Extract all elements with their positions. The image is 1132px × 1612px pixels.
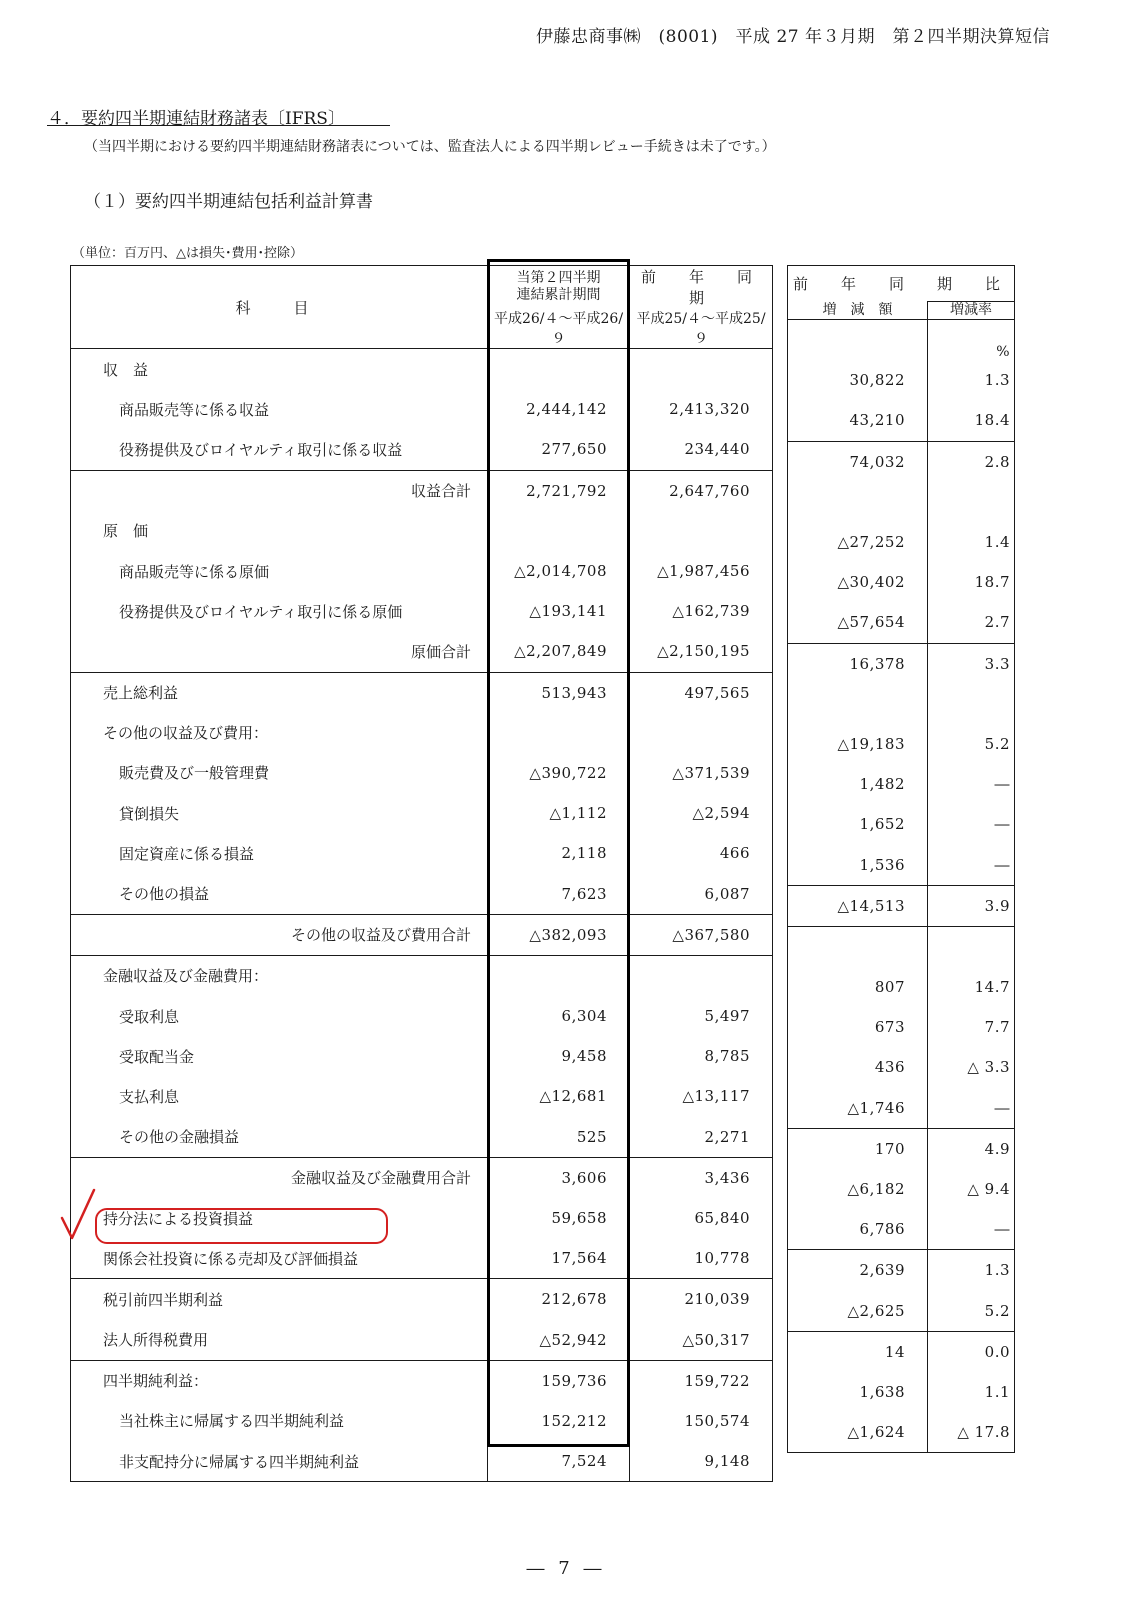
table-row (788, 1209, 1015, 1250)
header-prior-period: 平成25/４～平成25/９ (630, 308, 773, 349)
row-change-value: △1,746 (788, 1088, 928, 1129)
row-change-value: 1,652 (788, 804, 928, 844)
row-prior-value: △162,739 (630, 591, 773, 631)
row-label: 貸倒損失 (71, 793, 488, 833)
row-current-value (488, 349, 630, 390)
table-row (71, 591, 773, 631)
row-change-rate (928, 684, 1015, 724)
table-row (788, 441, 1015, 482)
table-row (788, 844, 1015, 885)
row-change-rate: 1.3 (928, 360, 1015, 400)
row-change-value (788, 320, 928, 361)
row-prior-value: △1,987,456 (630, 551, 773, 591)
row-label: 当社株主に帰属する四半期純利益 (71, 1401, 488, 1441)
row-current-value: 525 (488, 1117, 630, 1158)
row-current-value: △390,722 (488, 753, 630, 793)
row-current-value (488, 511, 630, 551)
table-row (71, 955, 773, 996)
row-change-value: △1,624 (788, 1412, 928, 1453)
row-change-rate: ― (928, 804, 1015, 844)
row-label: 商品販売等に係る原価 (71, 551, 488, 591)
row-label: 支払利息 (71, 1076, 488, 1116)
row-change-rate: ― (928, 764, 1015, 804)
row-current-value: 9,458 (488, 1036, 630, 1076)
table-row (788, 1088, 1015, 1129)
table-row (71, 1076, 773, 1116)
row-current-value: 2,444,142 (488, 389, 630, 429)
row-change-value: 2,639 (788, 1250, 928, 1291)
row-prior-value: 150,574 (630, 1401, 773, 1441)
row-prior-value: △13,117 (630, 1076, 773, 1116)
table-row (71, 1036, 773, 1076)
row-prior-value: 5,497 (630, 996, 773, 1036)
table-row (71, 672, 773, 713)
row-current-value: △2,207,849 (488, 631, 630, 672)
row-change-rate: 7.7 (928, 1007, 1015, 1047)
row-label: その他の収益及び費用： (71, 713, 488, 753)
row-current-value: 6,304 (488, 996, 630, 1036)
row-change-value (788, 482, 928, 522)
unit-note: （単位：百万円、△は損失･費用･控除） (72, 246, 303, 261)
row-change-rate: 1.4 (928, 522, 1015, 562)
table-row (71, 1441, 773, 1482)
row-current-value: 2,721,792 (488, 470, 630, 511)
review-note: （当四半期における要約四半期連結財務諸表については、監査法人による四半期レビュー手続きは未了です。） (84, 139, 776, 155)
row-change-value: 14 (788, 1331, 928, 1372)
row-label: 関係会社投資に係る売却及び評価損益 (71, 1238, 488, 1279)
row-change-rate: 18.4 (928, 400, 1015, 441)
table-row (788, 1372, 1015, 1412)
row-label: 税引前四半期利益 (71, 1279, 488, 1320)
row-current-value: 152,212 (488, 1401, 630, 1441)
table-row (788, 320, 1015, 361)
header-item: 科 目 (71, 266, 488, 349)
row-change-rate (928, 926, 1015, 967)
row-change-value: 1,482 (788, 764, 928, 804)
row-current-value: 59,658 (488, 1198, 630, 1238)
row-change-rate: 5.2 (928, 724, 1015, 764)
row-label: 非支配持分に帰属する四半期純利益 (71, 1441, 488, 1482)
row-label: 販売費及び一般管理費 (71, 753, 488, 793)
table-row (71, 753, 773, 793)
row-label: 金融収益及び金融費用： (71, 955, 488, 996)
section-title: ４．要約四半期連結財務諸表〔IFRS〕 (47, 109, 345, 129)
row-label: 金融収益及び金融費用合計 (71, 1157, 488, 1198)
row-change-value: 436 (788, 1047, 928, 1087)
row-prior-value: △367,580 (630, 914, 773, 955)
row-prior-value: 3,436 (630, 1157, 773, 1198)
table-row (788, 684, 1015, 724)
table-row (788, 764, 1015, 804)
table-row (71, 996, 773, 1036)
table-row (71, 1157, 773, 1198)
row-label: その他の収益及び費用合計 (71, 914, 488, 955)
row-current-value: 3,606 (488, 1157, 630, 1198)
table-row (71, 713, 773, 753)
row-change-value: 6,786 (788, 1209, 928, 1250)
row-prior-value: 210,039 (630, 1279, 773, 1320)
row-prior-value: △50,317 (630, 1320, 773, 1361)
row-change-value: △19,183 (788, 724, 928, 764)
row-label: 原 価 (71, 511, 488, 551)
table-row (71, 551, 773, 591)
row-change-rate: 4.9 (928, 1128, 1015, 1169)
row-change-value: △27,252 (788, 522, 928, 562)
row-change-rate: ― (928, 1088, 1015, 1129)
row-prior-value: 8,785 (630, 1036, 773, 1076)
row-change-rate: % (928, 320, 1015, 361)
row-prior-value: 2,413,320 (630, 389, 773, 429)
table-row (71, 914, 773, 955)
row-change-rate: 1.1 (928, 1372, 1015, 1412)
row-prior-value: △2,150,195 (630, 631, 773, 672)
table-row (71, 1360, 773, 1401)
table-row (71, 1117, 773, 1158)
table-row (788, 1047, 1015, 1087)
row-label: 商品販売等に係る収益 (71, 389, 488, 429)
table-row (788, 1128, 1015, 1169)
document-header: 伊藤忠商事㈱ (8001) 平成 27 年３月期 第２四半期決算短信 (536, 27, 1050, 47)
row-prior-value: 234,440 (630, 429, 773, 470)
row-current-value: 513,943 (488, 672, 630, 713)
table-row (788, 967, 1015, 1007)
row-change-value: △6,182 (788, 1169, 928, 1209)
row-prior-value: 497,565 (630, 672, 773, 713)
table-row (788, 562, 1015, 602)
table-row (788, 643, 1015, 684)
row-change-value: △57,654 (788, 602, 928, 643)
row-label: その他の損益 (71, 873, 488, 914)
row-change-rate: ― (928, 844, 1015, 885)
row-change-value: △2,625 (788, 1291, 928, 1332)
table-row (71, 1320, 773, 1361)
row-change-rate: 14.7 (928, 967, 1015, 1007)
header-change-rate: 増減率 (928, 302, 1015, 320)
row-change-rate: 3.9 (928, 885, 1015, 926)
table-row (788, 482, 1015, 522)
row-label: 役務提供及びロイヤルティ取引に係る収益 (71, 429, 488, 470)
row-label: 持分法による投資損益 (71, 1198, 488, 1238)
row-prior-value (630, 713, 773, 753)
row-current-value: 159,736 (488, 1360, 630, 1401)
row-change-rate: 2.7 (928, 602, 1015, 643)
row-change-rate: 5.2 (928, 1291, 1015, 1332)
row-change-rate: 1.3 (928, 1250, 1015, 1291)
table-row (788, 1007, 1015, 1047)
checkmark-icon (58, 1188, 98, 1240)
table-row (788, 1250, 1015, 1291)
row-prior-value: 10,778 (630, 1238, 773, 1279)
table-row (788, 926, 1015, 967)
table-row (71, 429, 773, 470)
subsection-title: （１）要約四半期連結包括利益計算書 (84, 192, 373, 212)
row-current-value: 7,623 (488, 873, 630, 914)
row-prior-value (630, 511, 773, 551)
row-current-value: △1,112 (488, 793, 630, 833)
row-prior-value: 9,148 (630, 1441, 773, 1482)
table-row (71, 833, 773, 873)
row-current-value: △382,093 (488, 914, 630, 955)
row-change-value: △14,513 (788, 885, 928, 926)
row-current-value (488, 955, 630, 996)
table-row (71, 511, 773, 551)
row-current-value: 7,524 (488, 1441, 630, 1482)
income-statement-main-table (70, 265, 786, 1482)
row-current-value: 2,118 (488, 833, 630, 873)
header-prior: 前 年 同 期 (630, 266, 773, 309)
row-change-value: 30,822 (788, 360, 928, 400)
row-change-value: 43,210 (788, 400, 928, 441)
row-current-value: △2,014,708 (488, 551, 630, 591)
row-current-value: △193,141 (488, 591, 630, 631)
table-row (71, 470, 773, 511)
row-change-value: 74,032 (788, 441, 928, 482)
section-title-underline (47, 125, 390, 126)
row-change-rate: 3.3 (928, 643, 1015, 684)
row-change-rate: 0.0 (928, 1331, 1015, 1372)
row-label: 収 益 (71, 349, 488, 390)
header-current: 当第２四半期 連結累計期間 (488, 266, 630, 309)
row-label: 売上総利益 (71, 672, 488, 713)
row-change-rate: △ 17.8 (928, 1412, 1015, 1453)
table-row (788, 602, 1015, 643)
row-prior-value: 159,722 (630, 1360, 773, 1401)
table-row (788, 522, 1015, 562)
row-current-value: 17,564 (488, 1238, 630, 1279)
table-row (71, 793, 773, 833)
row-change-value: 673 (788, 1007, 928, 1047)
table-row (788, 1412, 1015, 1453)
table-row (788, 1331, 1015, 1372)
header-current-period: 平成26/４～平成26/９ (488, 308, 630, 349)
table-row (788, 1169, 1015, 1209)
row-change-value: 16,378 (788, 643, 928, 684)
row-prior-value (630, 955, 773, 996)
row-change-value: △30,402 (788, 562, 928, 602)
header-change: 増 減 額 (788, 302, 928, 320)
row-change-rate: ― (928, 1209, 1015, 1250)
row-change-value (788, 926, 928, 967)
table-row (788, 400, 1015, 441)
table-row (788, 1291, 1015, 1332)
row-prior-value: 6,087 (630, 873, 773, 914)
row-current-value: △12,681 (488, 1076, 630, 1116)
row-current-value: △52,942 (488, 1320, 630, 1361)
table-row (71, 873, 773, 914)
row-prior-value: 2,647,760 (630, 470, 773, 511)
table-row (71, 1279, 773, 1320)
row-label: 役務提供及びロイヤルティ取引に係る原価 (71, 591, 488, 631)
header-comparison: 前 年 同 期 比 (788, 266, 1015, 302)
table-row (788, 885, 1015, 926)
row-change-value: 170 (788, 1128, 928, 1169)
row-label: 原価合計 (71, 631, 488, 672)
row-prior-value (630, 349, 773, 390)
row-label: 法人所得税費用 (71, 1320, 488, 1361)
row-current-value: 212,678 (488, 1279, 630, 1320)
row-change-rate: 2.8 (928, 441, 1015, 482)
row-label: 四半期純利益： (71, 1360, 488, 1401)
row-prior-value: 65,840 (630, 1198, 773, 1238)
row-prior-value: 466 (630, 833, 773, 873)
table-row (71, 389, 773, 429)
highlight-ellipse (95, 1208, 388, 1244)
row-label: 固定資産に係る損益 (71, 833, 488, 873)
row-label: 受取利息 (71, 996, 488, 1036)
row-prior-value: 2,271 (630, 1117, 773, 1158)
row-prior-value: △371,539 (630, 753, 773, 793)
table-row (788, 804, 1015, 844)
row-current-value: 277,650 (488, 429, 630, 470)
income-statement-comparison-table (787, 265, 1015, 1453)
row-change-rate (928, 482, 1015, 522)
row-prior-value: △2,594 (630, 793, 773, 833)
table-row (788, 724, 1015, 764)
table-row (71, 349, 773, 390)
row-label: 受取配当金 (71, 1036, 488, 1076)
row-change-rate: 18.7 (928, 562, 1015, 602)
page-number: ― 7 ― (526, 1558, 606, 1579)
row-change-rate: △ 3.3 (928, 1047, 1015, 1087)
table-row (788, 360, 1015, 400)
row-change-value: 1,536 (788, 844, 928, 885)
table-row (71, 1401, 773, 1441)
row-label: 収益合計 (71, 470, 488, 511)
row-change-value: 1,638 (788, 1372, 928, 1412)
table-row (71, 1238, 773, 1279)
row-change-value (788, 684, 928, 724)
row-label: その他の金融損益 (71, 1117, 488, 1158)
row-change-rate: △ 9.4 (928, 1169, 1015, 1209)
table-row (71, 631, 773, 672)
row-current-value (488, 713, 630, 753)
row-change-value: 807 (788, 967, 928, 1007)
